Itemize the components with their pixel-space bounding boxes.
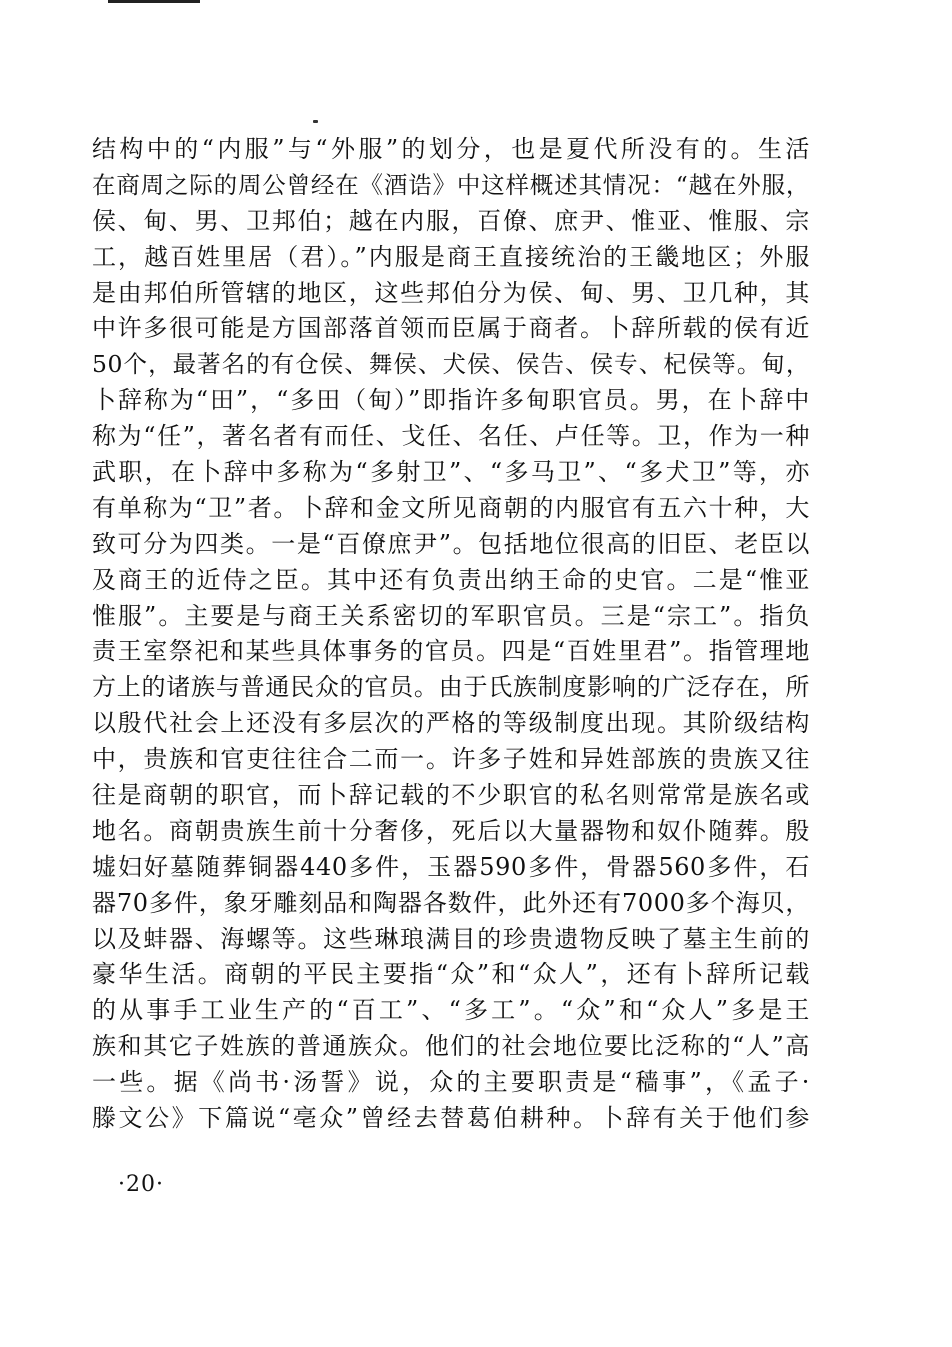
text-line-content: 一些。据《尚书·汤誓》说，众的主要职责是“穑事”，《孟子· xyxy=(92,1068,810,1097)
scan-speck xyxy=(313,120,318,123)
text-line xyxy=(92,276,810,312)
text-line-content: 武职，在卜辞中多称为“多射卫”、“多马卫”、“多犬卫”等，亦 xyxy=(92,458,810,487)
text-line-content: 侯、甸、男、卫邦伯；越在内服，百僚、庶尹、惟亚、惟服、宗 xyxy=(92,206,810,235)
text-line xyxy=(92,706,810,742)
body-text xyxy=(92,132,810,1137)
text-line xyxy=(92,1065,810,1101)
text-line xyxy=(92,886,810,922)
text-line-content: 及商王的近侍之臣。其中还有负责出纳王命的史官。二是“惟亚 xyxy=(92,565,810,594)
text-line-content: 中许多很可能是方国部落首领而臣属于商者。卜辞所载的侯有近 xyxy=(92,314,810,343)
top-edge-rule xyxy=(108,0,200,3)
text-line xyxy=(92,742,810,778)
text-line xyxy=(92,132,810,168)
text-line-content: 器70多件，象牙雕刻品和陶器各数件，此外还有7000多个海贝， xyxy=(92,888,810,917)
text-line xyxy=(92,204,810,240)
text-line xyxy=(92,993,810,1029)
text-line-content: 族和其它子姓族的普通族众。他们的社会地位要比泛称的“人”高 xyxy=(92,1032,810,1061)
text-line-content: 工，越百姓里居（君）。”内服是商王直接统治的王畿地区；外服 xyxy=(92,242,810,271)
text-line xyxy=(92,419,810,455)
text-line xyxy=(92,634,810,670)
text-line-content: 地名。商朝贵族生前十分奢侈，死后以大量器物和奴仆随葬。殷 xyxy=(92,816,810,845)
page-number: ·20· xyxy=(118,1172,164,1197)
text-line xyxy=(92,455,810,491)
text-line-content: 墟妇好墓随葬铜器440多件，玉器590多件，骨器560多件，石 xyxy=(92,852,810,881)
text-line-content: 以及蚌器、海螺等。这些琳琅满目的珍贵遗物反映了墓主生前的 xyxy=(92,924,810,953)
text-line xyxy=(92,922,810,958)
text-line-content: 惟服”。主要是与商王关系密切的军职官员。三是“宗工”。指负 xyxy=(92,601,810,630)
text-line xyxy=(92,563,810,599)
text-line xyxy=(92,168,810,204)
text-line xyxy=(92,957,810,993)
text-line-content: 是由邦伯所管辖的地区，这些邦伯分为侯、甸、男、卫几种，其 xyxy=(92,278,810,307)
text-line xyxy=(92,383,810,419)
text-line-content: 在商周之际的周公曾经在《酒诰》中这样概述其情况：“越在外服， xyxy=(92,170,810,199)
text-line-content: 中，贵族和官吏往往合二而一。许多子姓和异姓部族的贵族又往 xyxy=(92,745,810,774)
text-line-content: 的从事手工业生产的“百工”、“多工”。“众”和“众人”多是王 xyxy=(92,996,810,1025)
text-line xyxy=(92,527,810,563)
text-line xyxy=(92,1101,810,1137)
text-line-content: 以殷代社会上还没有多层次的严格的等级制度出现。其阶级结构 xyxy=(92,709,810,738)
text-line-content: 有单称为“卫”者。卜辞和金文所见商朝的内服官有五六十种，大 xyxy=(92,493,810,522)
text-line xyxy=(92,240,810,276)
text-line-content: 卜辞称为“田”，“多田（甸）”即指许多甸职官员。男，在卜辞中 xyxy=(92,386,810,415)
text-line-content: 豪华生活。商朝的平民主要指“众”和“众人”，还有卜辞所记载 xyxy=(92,960,810,989)
text-line xyxy=(92,599,810,635)
text-line xyxy=(92,670,810,706)
text-line xyxy=(92,311,810,347)
text-line xyxy=(92,1029,810,1065)
text-line xyxy=(92,491,810,527)
text-line-content: 方上的诸族与普通民众的官员。由于氏族制度影响的广泛存在，所 xyxy=(92,673,810,702)
text-line-content: 50个，最著名的有仓侯、舞侯、犬侯、侯告、侯专、杞侯等。甸， xyxy=(92,350,810,379)
text-line-content: 责王室祭祀和某些具体事务的官员。四是“百姓里君”。指管理地 xyxy=(92,637,810,666)
text-line xyxy=(92,850,810,886)
text-line-content: 称为“任”，著名者有而任、戈任、名任、卢任等。卫，作为一种 xyxy=(92,422,810,451)
text-line-content: 结构中的“内服”与“外服”的划分，也是夏代所没有的。生活 xyxy=(92,135,810,163)
text-line-content: 致可分为四类。一是“百僚庶尹”。包括地位很高的旧臣、老臣以 xyxy=(92,529,810,558)
text-line xyxy=(92,778,810,814)
text-line-content: 往是商朝的职官，而卜辞记载的不少职官的私名则常常是族名或 xyxy=(92,781,810,810)
text-line xyxy=(92,814,810,850)
text-line xyxy=(92,347,810,383)
text-line-content: 滕文公》下篇说“亳众”曾经去替葛伯耕种。卜辞有关于他们参 xyxy=(92,1104,810,1133)
